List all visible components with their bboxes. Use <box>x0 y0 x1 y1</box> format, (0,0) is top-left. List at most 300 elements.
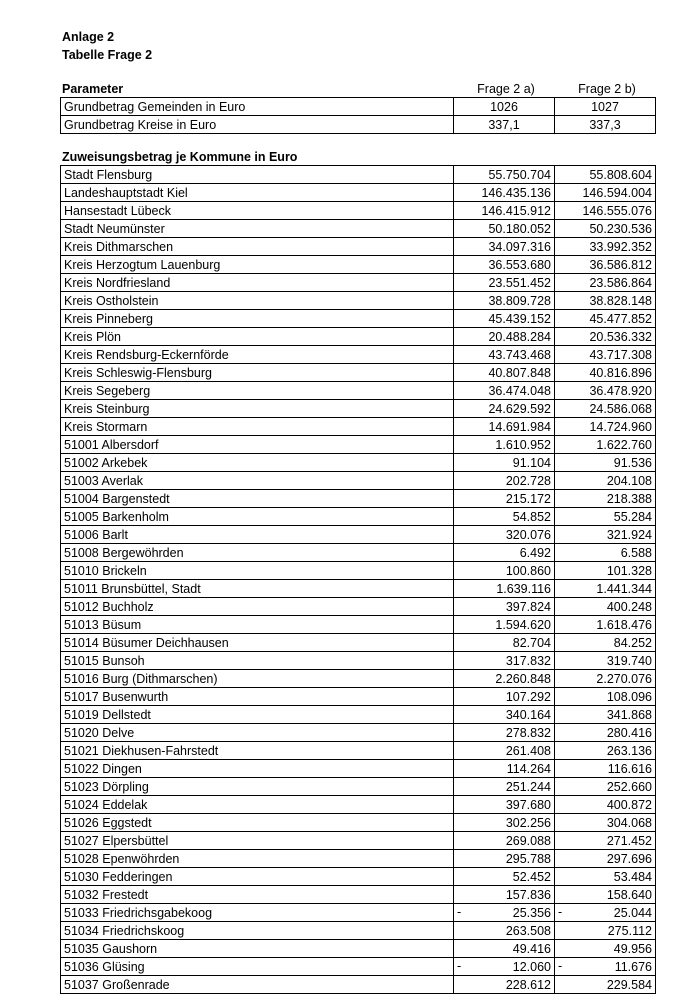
value-frage-2b <box>555 922 656 940</box>
value-frage-2a <box>454 580 555 598</box>
column-header-frage-2b: Frage 2 b) <box>578 82 636 96</box>
amount: 1.441.344 <box>596 581 652 596</box>
amount: 14.691.984 <box>488 419 551 434</box>
value-frage-2b <box>555 292 656 310</box>
amount: 23.586.864 <box>589 275 652 290</box>
column-header-frage-2a: Frage 2 a) <box>477 82 535 96</box>
amount: 146.435.136 <box>481 185 551 200</box>
value-frage-2a <box>454 346 555 364</box>
table-row <box>61 778 656 796</box>
table-row <box>61 544 656 562</box>
amount: 146.415.912 <box>481 203 551 218</box>
table-row <box>61 922 656 940</box>
amount: 116.616 <box>607 761 652 776</box>
table-row <box>61 958 656 976</box>
value-frage-2a <box>454 418 555 436</box>
value-frage-2a <box>454 850 555 868</box>
row-label: 51032 Frestedt <box>61 886 454 904</box>
value-frage-2a <box>454 904 555 922</box>
amount: 204.108 <box>606 473 652 488</box>
table-row <box>61 742 656 760</box>
amount: 49.956 <box>613 941 652 956</box>
value-frage-2a <box>454 184 555 202</box>
value-frage-2a <box>454 436 555 454</box>
value-frage-2b <box>555 832 656 850</box>
value-frage-2a <box>454 868 555 886</box>
row-label: 51024 Eddelak <box>61 796 454 814</box>
table-row <box>61 760 656 778</box>
amount: 1027 <box>591 99 619 114</box>
amount: 321.924 <box>606 527 652 542</box>
table-row <box>61 652 656 670</box>
amount: 280.416 <box>606 725 652 740</box>
row-label: Kreis Nordfriesland <box>61 274 454 292</box>
row-label: 51011 Brunsbüttel, Stadt <box>61 580 454 598</box>
row-label: Kreis Stormarn <box>61 418 454 436</box>
amount: 304.068 <box>606 815 652 830</box>
amount: 275.112 <box>607 923 652 938</box>
row-label: 51033 Friedrichsgabekoog <box>61 904 454 922</box>
row-label: 51015 Bunsoh <box>61 652 454 670</box>
table-row <box>61 814 656 832</box>
value-frage-2a <box>454 814 555 832</box>
value-frage-2b <box>555 688 656 706</box>
table-row <box>61 562 656 580</box>
value-frage-2b <box>555 814 656 832</box>
row-label: 51022 Dingen <box>61 760 454 778</box>
value-frage-2a <box>454 958 555 976</box>
value-frage-2a <box>454 778 555 796</box>
table-row <box>61 274 656 292</box>
value-frage-2b <box>555 202 656 220</box>
amount: 36.474.048 <box>488 383 551 398</box>
row-label: 51013 Büsum <box>61 616 454 634</box>
amount: 14.724.960 <box>589 419 652 434</box>
amount: 20.536.332 <box>589 329 652 344</box>
amount: 229.584 <box>606 977 652 992</box>
row-label: 51006 Barlt <box>61 526 454 544</box>
value-frage-2b <box>555 652 656 670</box>
amount: 319.740 <box>606 653 652 668</box>
table-row <box>61 508 656 526</box>
amount: 108.096 <box>606 689 652 704</box>
value-frage-2b <box>555 868 656 886</box>
amount: 202.728 <box>505 473 551 488</box>
value-frage-2a <box>454 274 555 292</box>
row-label: Landeshauptstadt Kiel <box>61 184 454 202</box>
amount: 114.264 <box>506 761 551 776</box>
table-row <box>61 220 656 238</box>
value-frage-2a <box>454 742 555 760</box>
value-frage-2b <box>555 166 656 184</box>
table-row <box>61 796 656 814</box>
amount: 24.629.592 <box>488 401 551 416</box>
table-row <box>61 166 656 184</box>
table-row <box>61 346 656 364</box>
amount: 297.696 <box>606 851 652 866</box>
row-label: 51005 Barkenholm <box>61 508 454 526</box>
value-frage-2a <box>454 526 555 544</box>
value-frage-2a <box>454 220 555 238</box>
value-frage-2b <box>555 904 656 922</box>
table-row <box>61 184 656 202</box>
parameter-heading: Parameter <box>62 82 124 96</box>
value-frage-2b <box>555 526 656 544</box>
amount: 1.610.952 <box>495 437 551 452</box>
amount: 251.244 <box>505 779 551 794</box>
row-label: 51030 Fedderingen <box>61 868 454 886</box>
amount: 271.452 <box>606 833 652 848</box>
amount: 158.640 <box>606 887 652 902</box>
value-frage-2a <box>454 454 555 472</box>
value-frage-2b <box>555 544 656 562</box>
amount: 45.439.152 <box>488 311 551 326</box>
table-row <box>61 688 656 706</box>
table-row <box>61 382 656 400</box>
amount: 25.356 <box>512 905 551 920</box>
amount: 218.388 <box>606 491 652 506</box>
value-frage-2a <box>454 922 555 940</box>
amount: 302.256 <box>505 815 551 830</box>
row-label: 51004 Bargenstedt <box>61 490 454 508</box>
row-label: 51003 Averlak <box>61 472 454 490</box>
amount: 269.088 <box>505 833 551 848</box>
value-frage-2a <box>454 832 555 850</box>
value-frage-2b <box>555 382 656 400</box>
value-frage-2a <box>454 598 555 616</box>
amount: 1026 <box>490 99 518 114</box>
amount: 228.612 <box>505 977 551 992</box>
value-frage-2b <box>555 238 656 256</box>
zuweisung-table <box>60 165 656 994</box>
table-row <box>61 940 656 958</box>
amount: 34.097.316 <box>488 239 551 254</box>
amount: 20.488.284 <box>488 329 551 344</box>
amount: 50.180.052 <box>488 221 551 236</box>
value-frage-2a <box>454 562 555 580</box>
amount: 295.788 <box>505 851 551 866</box>
table-row <box>61 832 656 850</box>
row-label: Grundbetrag Kreise in Euro <box>61 116 454 134</box>
row-label: Stadt Flensburg <box>61 166 454 184</box>
value-frage-2b <box>555 274 656 292</box>
amount: 107.292 <box>505 689 551 704</box>
value-frage-2a <box>454 490 555 508</box>
amount: 397.680 <box>505 797 551 812</box>
amount: 91.536 <box>613 455 652 470</box>
value-frage-2a <box>454 688 555 706</box>
value-frage-2a <box>454 98 555 116</box>
value-frage-2a <box>454 976 555 994</box>
value-frage-2b <box>555 116 656 134</box>
table-row <box>61 706 656 724</box>
annex-label: Anlage 2 <box>62 30 115 44</box>
amount: 397.824 <box>505 599 551 614</box>
value-frage-2a <box>454 328 555 346</box>
value-frage-2b <box>555 976 656 994</box>
value-frage-2b <box>555 364 656 382</box>
amount: 11.676 <box>614 959 652 974</box>
amount: 82.704 <box>512 635 551 650</box>
amount: 1.594.620 <box>495 617 551 632</box>
row-label: 51026 Eggstedt <box>61 814 454 832</box>
amount: 100.860 <box>505 563 551 578</box>
value-frage-2b <box>555 508 656 526</box>
value-frage-2b <box>555 958 656 976</box>
value-frage-2b <box>555 220 656 238</box>
amount: 215.172 <box>505 491 551 506</box>
row-label: 51021 Diekhusen-Fahrstedt <box>61 742 454 760</box>
value-frage-2a <box>454 760 555 778</box>
table-row <box>61 400 656 418</box>
amount: 43.717.308 <box>589 347 652 362</box>
row-label: 51020 Delve <box>61 724 454 742</box>
row-label: 51017 Busenwurth <box>61 688 454 706</box>
amount: 2.260.848 <box>495 671 551 686</box>
amount: 43.743.468 <box>488 347 551 362</box>
amount: 6.588 <box>620 545 652 560</box>
row-label: 51034 Friedrichskoog <box>61 922 454 940</box>
negative-sign: - <box>457 959 462 973</box>
table-row <box>61 670 656 688</box>
value-frage-2b <box>555 778 656 796</box>
amount: 1.622.760 <box>596 437 652 452</box>
table-row <box>61 436 656 454</box>
value-frage-2b <box>555 400 656 418</box>
value-frage-2b <box>555 940 656 958</box>
value-frage-2a <box>454 238 555 256</box>
amount: 278.832 <box>505 725 551 740</box>
amount: 55.284 <box>613 509 652 524</box>
amount: 337,1 <box>488 117 520 132</box>
row-label: 51002 Arkebek <box>61 454 454 472</box>
amount: 341.868 <box>606 707 652 722</box>
value-frage-2a <box>454 940 555 958</box>
table-row <box>61 634 656 652</box>
amount: 24.586.068 <box>589 401 652 416</box>
table-row <box>61 724 656 742</box>
value-frage-2a <box>454 364 555 382</box>
negative-sign: - <box>558 905 563 919</box>
value-frage-2b <box>555 310 656 328</box>
amount: 55.750.704 <box>488 167 551 182</box>
value-frage-2b <box>555 598 656 616</box>
row-label: Kreis Plön <box>61 328 454 346</box>
row-label: Kreis Steinburg <box>61 400 454 418</box>
value-frage-2a <box>454 544 555 562</box>
value-frage-2a <box>454 634 555 652</box>
value-frage-2a <box>454 508 555 526</box>
row-label: Grundbetrag Gemeinden in Euro <box>61 98 454 116</box>
amount: 340.164 <box>505 707 551 722</box>
value-frage-2a <box>454 472 555 490</box>
amount: 84.252 <box>613 635 652 650</box>
amount: 53.484 <box>613 869 652 884</box>
amount: 400.248 <box>606 599 652 614</box>
value-frage-2a <box>454 886 555 904</box>
value-frage-2a <box>454 616 555 634</box>
value-frage-2b <box>555 98 656 116</box>
value-frage-2b <box>555 436 656 454</box>
value-frage-2b <box>555 742 656 760</box>
value-frage-2a <box>454 724 555 742</box>
table-subtitle: Tabelle Frage 2 <box>62 48 153 62</box>
value-frage-2b <box>555 454 656 472</box>
value-frage-2a <box>454 706 555 724</box>
row-label: 51016 Burg (Dithmarschen) <box>61 670 454 688</box>
amount: 40.816.896 <box>589 365 652 380</box>
table-row <box>61 886 656 904</box>
amount: 55.808.604 <box>589 167 652 182</box>
amount: 36.553.680 <box>488 257 551 272</box>
table-row <box>61 598 656 616</box>
row-label: 51019 Dellstedt <box>61 706 454 724</box>
table-row <box>61 904 656 922</box>
amount: 52.452 <box>512 869 551 884</box>
value-frage-2a <box>454 382 555 400</box>
zuweisung-heading: Zuweisungsbetrag je Kommune in Euro <box>62 150 298 164</box>
row-label: Kreis Dithmarschen <box>61 238 454 256</box>
value-frage-2b <box>555 724 656 742</box>
value-frage-2a <box>454 292 555 310</box>
value-frage-2b <box>555 346 656 364</box>
row-label: Kreis Herzogtum Lauenburg <box>61 256 454 274</box>
amount: 36.478.920 <box>589 383 652 398</box>
amount: 157.836 <box>505 887 551 902</box>
amount: 40.807.848 <box>488 365 551 380</box>
value-frage-2b <box>555 256 656 274</box>
table-row <box>61 616 656 634</box>
table-row <box>61 580 656 598</box>
row-label: Stadt Neumünster <box>61 220 454 238</box>
row-label: 51027 Elpersbüttel <box>61 832 454 850</box>
row-label: 51036 Glüsing <box>61 958 454 976</box>
row-label: 51012 Buchholz <box>61 598 454 616</box>
amount: 320.076 <box>505 527 551 542</box>
row-label: Kreis Ostholstein <box>61 292 454 310</box>
value-frage-2b <box>555 796 656 814</box>
value-frage-2b <box>555 472 656 490</box>
row-label: 51028 Epenwöhrden <box>61 850 454 868</box>
amount: 1.618.476 <box>596 617 652 632</box>
parameter-table <box>60 97 656 134</box>
row-label: 51001 Albersdorf <box>61 436 454 454</box>
table-row <box>61 98 656 116</box>
amount: 38.828.148 <box>589 293 652 308</box>
value-frage-2b <box>555 490 656 508</box>
value-frage-2b <box>555 886 656 904</box>
value-frage-2a <box>454 796 555 814</box>
table-row <box>61 116 656 134</box>
amount: 91.104 <box>512 455 551 470</box>
negative-sign: - <box>457 905 462 919</box>
table-row <box>61 868 656 886</box>
amount: 263.136 <box>606 743 652 758</box>
table-row <box>61 472 656 490</box>
table-row <box>61 364 656 382</box>
row-label: 51037 Großenrade <box>61 976 454 994</box>
value-frage-2a <box>454 652 555 670</box>
value-frage-2b <box>555 562 656 580</box>
table-row <box>61 976 656 994</box>
row-label: Kreis Schleswig-Flensburg <box>61 364 454 382</box>
row-label: 51010 Brickeln <box>61 562 454 580</box>
table-row <box>61 526 656 544</box>
table-row <box>61 202 656 220</box>
amount: 317.832 <box>505 653 551 668</box>
amount: 23.551.452 <box>488 275 551 290</box>
amount: 54.852 <box>512 509 551 524</box>
amount: 33.992.352 <box>589 239 652 254</box>
value-frage-2b <box>555 184 656 202</box>
amount: 6.492 <box>519 545 551 560</box>
value-frage-2b <box>555 670 656 688</box>
value-frage-2b <box>555 616 656 634</box>
value-frage-2b <box>555 706 656 724</box>
value-frage-2a <box>454 670 555 688</box>
amount: 50.230.536 <box>589 221 652 236</box>
row-label: Kreis Pinneberg <box>61 310 454 328</box>
amount: 261.408 <box>505 743 551 758</box>
table-row <box>61 256 656 274</box>
amount: 1.639.116 <box>496 581 551 596</box>
value-frage-2a <box>454 400 555 418</box>
value-frage-2a <box>454 166 555 184</box>
amount: 252.660 <box>606 779 652 794</box>
negative-sign: - <box>558 959 563 973</box>
value-frage-2b <box>555 418 656 436</box>
value-frage-2a <box>454 116 555 134</box>
amount: 45.477.852 <box>589 311 652 326</box>
table-row <box>61 310 656 328</box>
amount: 36.586.812 <box>589 257 652 272</box>
value-frage-2a <box>454 256 555 274</box>
table-row <box>61 850 656 868</box>
amount: 49.416 <box>512 941 551 956</box>
value-frage-2b <box>555 580 656 598</box>
table-row <box>61 454 656 472</box>
amount: 25.044 <box>613 905 652 920</box>
amount: 400.872 <box>606 797 652 812</box>
value-frage-2b <box>555 850 656 868</box>
table-row <box>61 292 656 310</box>
row-label: Kreis Segeberg <box>61 382 454 400</box>
amount: 101.328 <box>606 563 652 578</box>
row-label: Kreis Rendsburg-Eckernförde <box>61 346 454 364</box>
table-row <box>61 490 656 508</box>
amount: 337,3 <box>589 117 621 132</box>
table-row <box>61 328 656 346</box>
row-label: 51008 Bergewöhrden <box>61 544 454 562</box>
row-label: 51014 Büsumer Deichhausen <box>61 634 454 652</box>
table-row <box>61 418 656 436</box>
value-frage-2b <box>555 634 656 652</box>
amount: 12.060 <box>512 959 551 974</box>
table-row <box>61 238 656 256</box>
amount: 2.270.076 <box>596 671 652 686</box>
value-frage-2b <box>555 328 656 346</box>
amount: 38.809.728 <box>488 293 551 308</box>
amount: 146.594.004 <box>582 185 652 200</box>
value-frage-2a <box>454 310 555 328</box>
row-label: Hansestadt Lübeck <box>61 202 454 220</box>
row-label: 51035 Gaushorn <box>61 940 454 958</box>
value-frage-2b <box>555 760 656 778</box>
row-label: 51023 Dörpling <box>61 778 454 796</box>
amount: 146.555.076 <box>582 203 652 218</box>
value-frage-2a <box>454 202 555 220</box>
amount: 263.508 <box>505 923 551 938</box>
